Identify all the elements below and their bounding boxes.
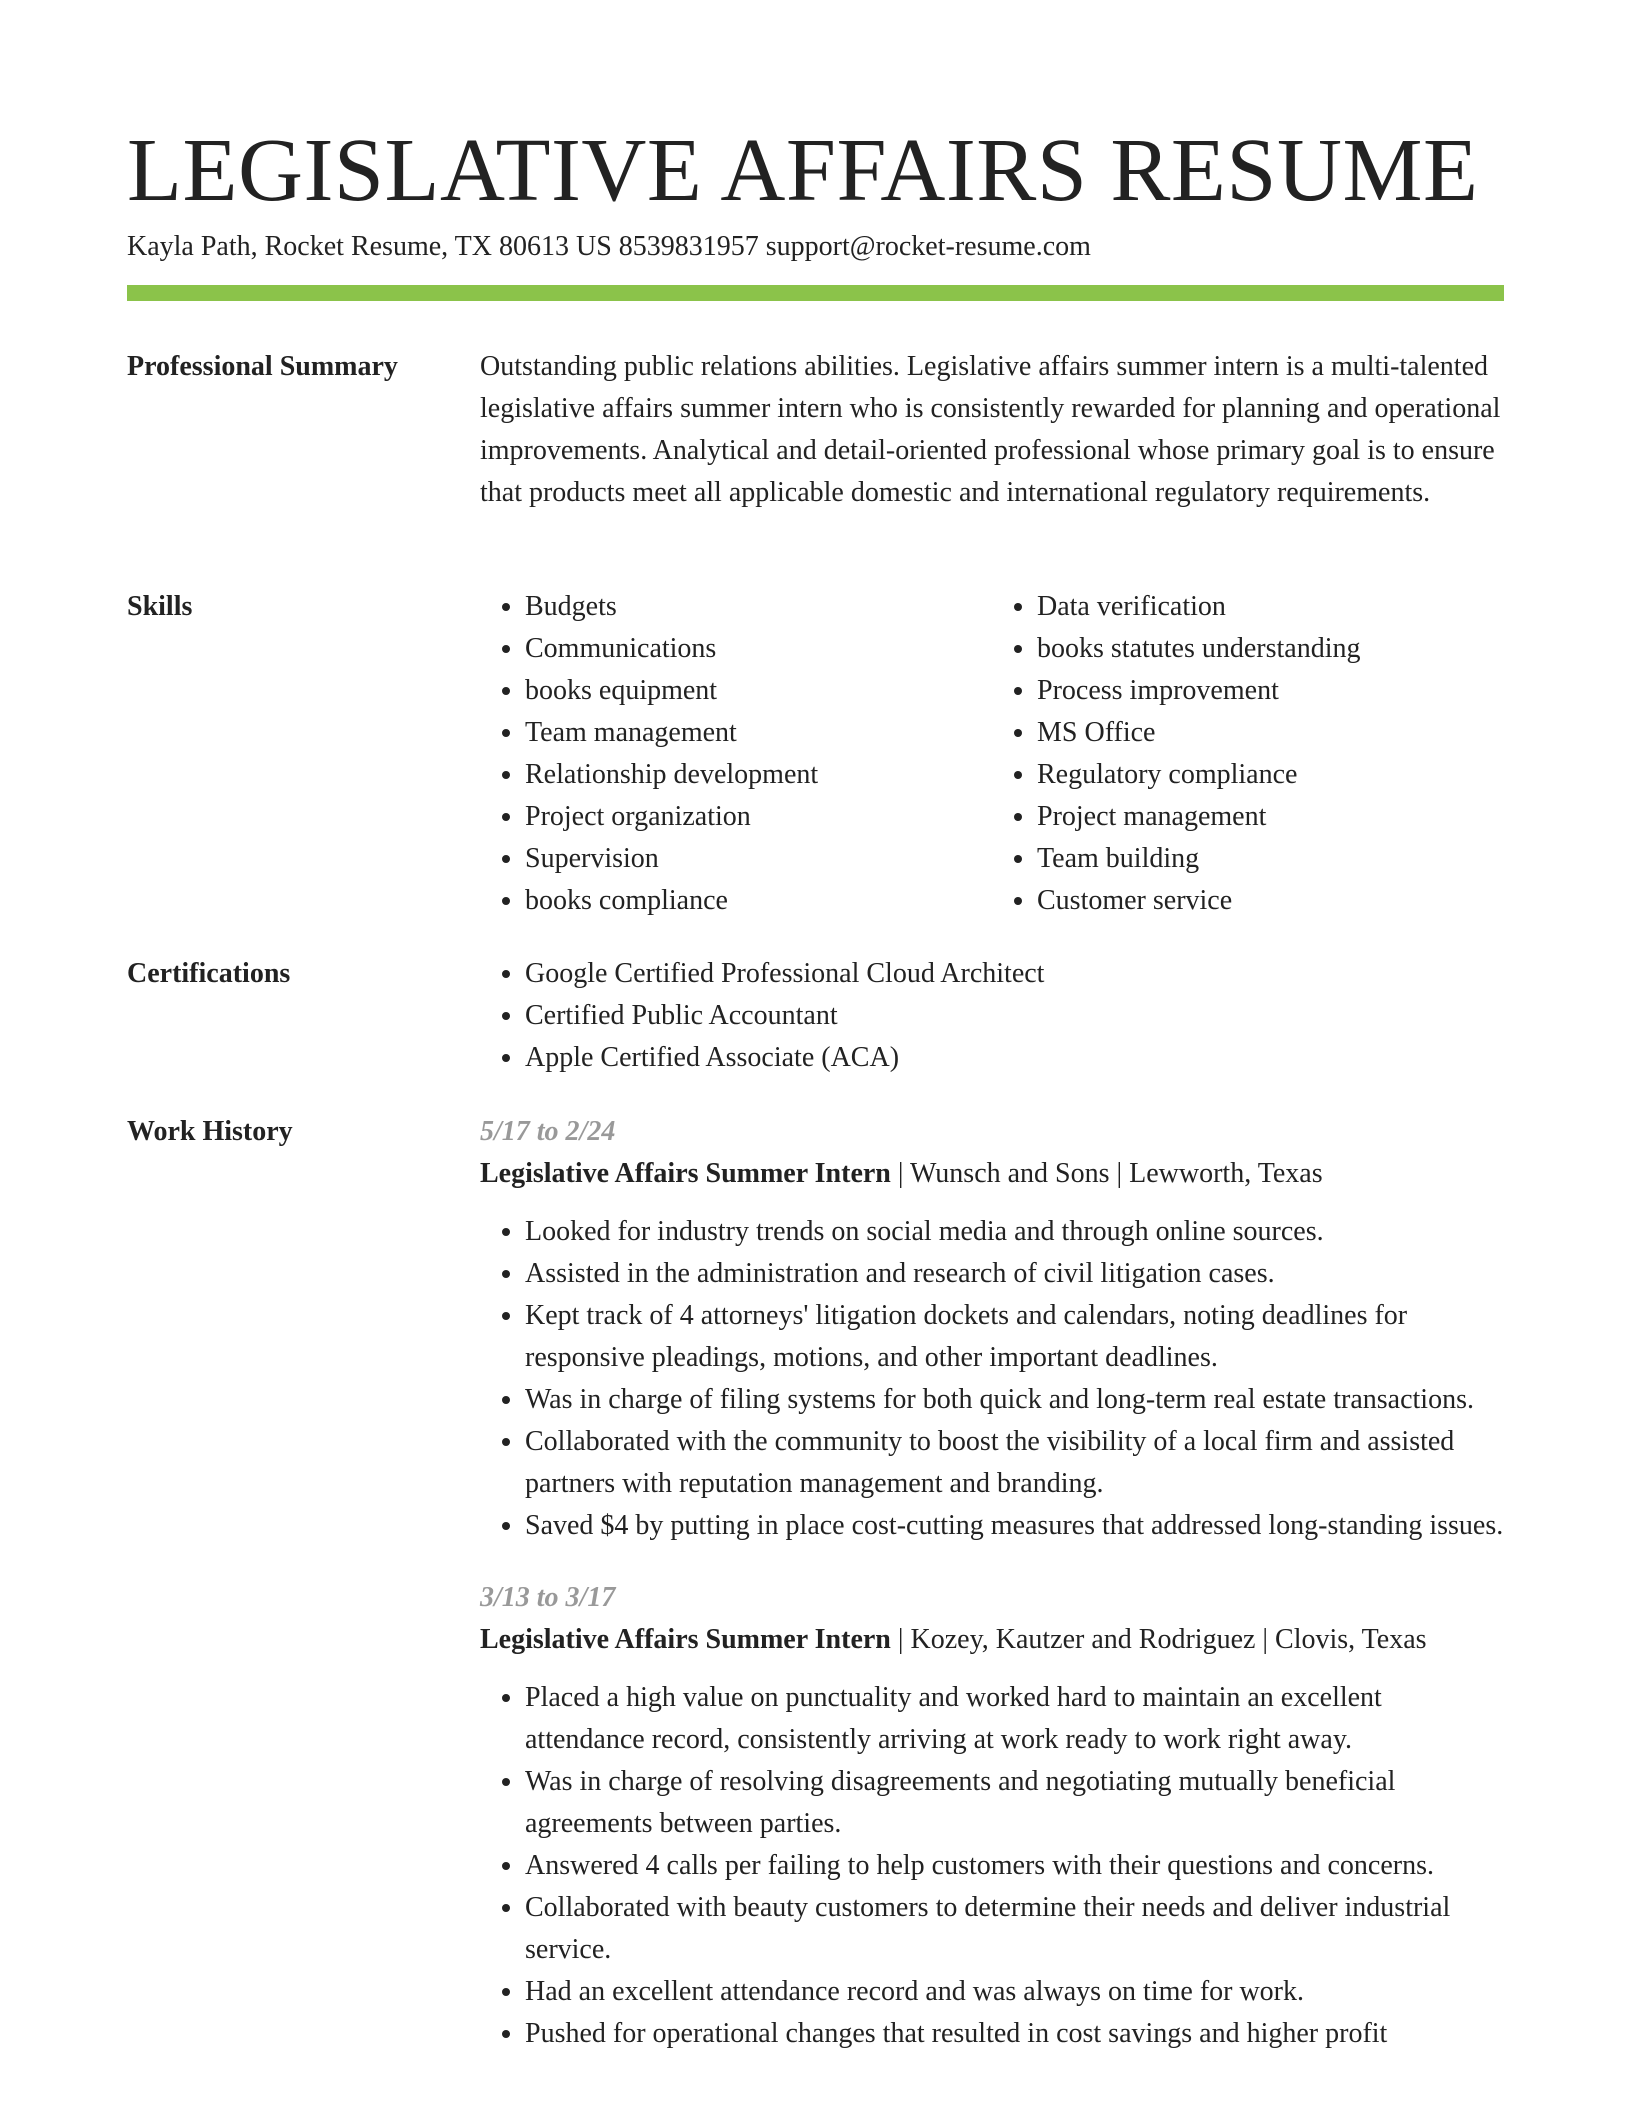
job-bullet: • Pushed for operational changes that resulted in cost savings and higher profit <box>525 2013 1504 2055</box>
certification-item: • Apple Certified Associate (ACA) <box>525 1037 1504 1079</box>
skill-item: • books statutes understanding <box>1037 628 1504 670</box>
skill-item: • Relationship development <box>525 754 992 796</box>
certifications-label: Certifications <box>127 958 291 989</box>
work-history-section <box>480 1111 1504 2055</box>
contact-line: Kayla Path, Rocket Resume, TX 80613 US 8539831957 support@rocket-resume.com <box>127 231 1091 262</box>
job-entry <box>480 1111 1504 1547</box>
skill-item: • Team management <box>525 712 992 754</box>
skill-item: • Budgets <box>525 586 992 628</box>
skill-item: • Customer service <box>1037 880 1504 922</box>
job-bullet: • Saved $4 by putting in place cost-cutting measures that addressed long-standing issues. <box>525 1505 1504 1547</box>
job-bullet: • Collaborated with beauty customers to determine their needs and deliver industrial service. <box>525 1887 1504 1971</box>
certifications-list <box>480 953 1504 1079</box>
job-bullet: • Answered 4 calls per failing to help customers with their questions and concerns. <box>525 1845 1504 1887</box>
skill-item: • Project management <box>1037 796 1504 838</box>
skill-item: • Supervision <box>525 838 992 880</box>
job-details: | Wunsch and Sons | Lewworth, Texas <box>890 1158 1323 1189</box>
skills-section <box>480 586 1504 922</box>
skill-item: • Data verification <box>1037 586 1504 628</box>
certifications-section <box>480 953 1504 1079</box>
job-bullets <box>480 1677 1504 2055</box>
job-bullets <box>480 1211 1504 1547</box>
job-heading <box>480 1619 1504 1661</box>
job-heading <box>480 1153 1504 1195</box>
job-dates: 3/13 to 3/17 <box>480 1582 616 1613</box>
skill-item: • Process improvement <box>1037 670 1504 712</box>
skill-item: • MS Office <box>1037 712 1504 754</box>
job-bullet: • Placed a high value on punctuality and worked hard to maintain an excellent attendance record, consistently arriving at work ready to work right away. <box>525 1677 1504 1761</box>
summary-section <box>480 346 1504 514</box>
certification-item: • Google Certified Professional Cloud Architect <box>525 953 1504 995</box>
job-title: Legislative Affairs Summer Intern <box>480 1158 891 1189</box>
skill-item: • books equipment <box>525 670 992 712</box>
job-bullet: • Had an excellent attendance record and was always on time for work. <box>525 1971 1504 2013</box>
summary-text: Outstanding public relations abilities. Legislative affairs summer intern is a multi-talented legislative affairs summer intern who is consistently rewarded for planning and operational improvements. Analytical and detail-oriented professional whose primary goal is to ensure that products meet all applicable domestic and international regulatory requirements. <box>480 351 1501 508</box>
skill-item: • Team building <box>1037 838 1504 880</box>
skill-item: • books compliance <box>525 880 992 922</box>
skills-list-right <box>992 586 1504 922</box>
job-bullet: • Kept track of 4 attorneys' litigation dockets and calendars, noting deadlines for responsive pleadings, motions, and other important deadlines. <box>525 1295 1504 1379</box>
job-bullet: • Collaborated with the community to boost the visibility of a local firm and assisted partners with reputation management and branding. <box>525 1421 1504 1505</box>
resume-title: LEGISLATIVE AFFAIRS RESUME <box>127 121 1479 220</box>
job-bullet: • Was in charge of filing systems for both quick and long-term real estate transactions. <box>525 1379 1504 1421</box>
work-history-label: Work History <box>127 1116 293 1147</box>
job-entry <box>480 1577 1504 2055</box>
summary-label: Professional Summary <box>127 351 398 382</box>
skill-item: • Project organization <box>525 796 992 838</box>
skill-item: • Regulatory compliance <box>1037 754 1504 796</box>
job-bullet: • Looked for industry trends on social media and through online sources. <box>525 1211 1504 1253</box>
job-details: | Kozey, Kautzer and Rodriguez | Clovis, Texas <box>890 1624 1427 1655</box>
header-divider <box>127 285 1504 301</box>
job-dates: 5/17 to 2/24 <box>480 1116 616 1147</box>
job-title: Legislative Affairs Summer Intern <box>480 1624 891 1655</box>
job-bullet: • Assisted in the administration and research of civil litigation cases. <box>525 1253 1504 1295</box>
skill-item: • Communications <box>525 628 992 670</box>
skills-label: Skills <box>127 591 193 622</box>
job-bullet: • Was in charge of resolving disagreements and negotiating mutually beneficial agreements between parties. <box>525 1761 1504 1845</box>
skills-list-left <box>480 586 992 922</box>
certification-item: • Certified Public Accountant <box>525 995 1504 1037</box>
